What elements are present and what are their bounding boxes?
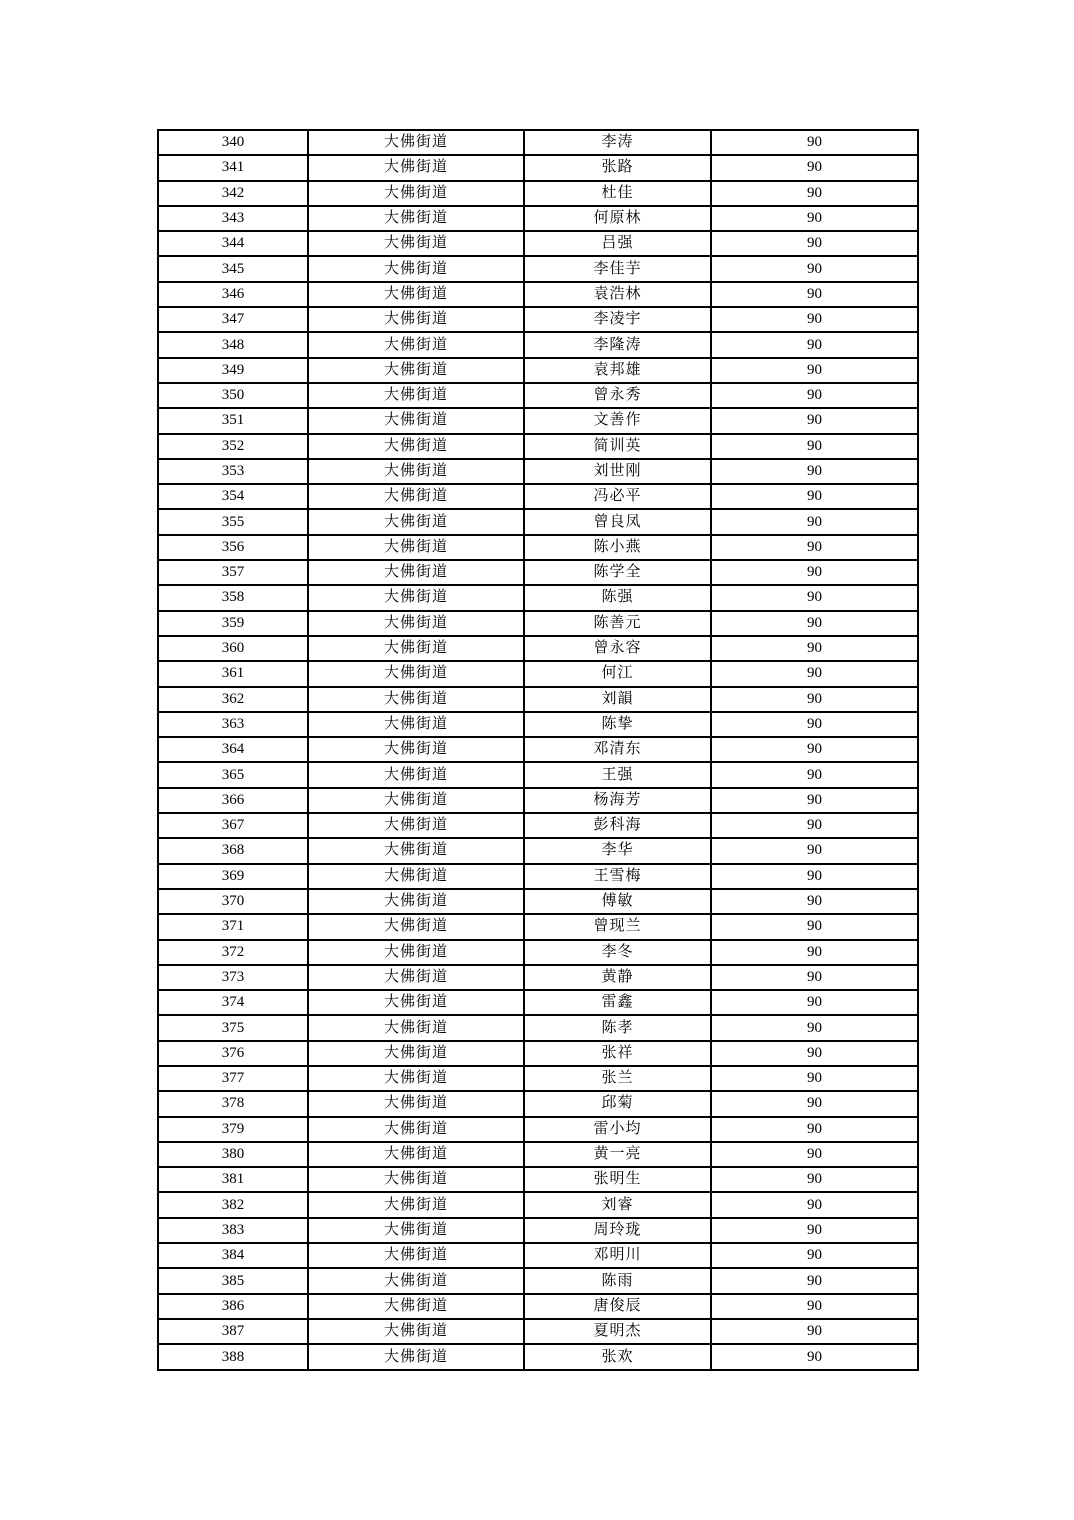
cell-serial: 350: [158, 383, 308, 408]
table-row: [158, 585, 918, 610]
cell-serial: 362: [158, 687, 308, 712]
table-row: [158, 484, 918, 509]
cell-district: 大佛街道: [308, 687, 524, 712]
cell-name: 张路: [524, 155, 711, 180]
cell-score: 90: [711, 864, 918, 889]
cell-score: 90: [711, 206, 918, 231]
cell-district: 大佛街道: [308, 560, 524, 585]
cell-district: 大佛街道: [308, 130, 524, 155]
cell-serial: 357: [158, 560, 308, 585]
cell-name: 冯必平: [524, 484, 711, 509]
cell-district: 大佛街道: [308, 762, 524, 787]
cell-district: 大佛街道: [308, 940, 524, 965]
cell-score: 90: [711, 762, 918, 787]
cell-district: 大佛街道: [308, 206, 524, 231]
cell-score: 90: [711, 332, 918, 357]
cell-district: 大佛街道: [308, 1344, 524, 1370]
cell-district: 大佛街道: [308, 332, 524, 357]
table-row: [158, 560, 918, 585]
cell-name: 杨海芳: [524, 788, 711, 813]
cell-score: 90: [711, 914, 918, 939]
cell-score: 90: [711, 940, 918, 965]
cell-name: 邱菊: [524, 1091, 711, 1116]
score-table: [157, 129, 919, 1371]
table-row: [158, 712, 918, 737]
cell-score: 90: [711, 509, 918, 534]
table-row: [158, 1066, 918, 1091]
cell-district: 大佛街道: [308, 1243, 524, 1268]
cell-score: 90: [711, 1142, 918, 1167]
cell-score: 90: [711, 838, 918, 863]
cell-score: 90: [711, 459, 918, 484]
cell-name: 陈学全: [524, 560, 711, 585]
cell-serial: 363: [158, 712, 308, 737]
cell-serial: 342: [158, 181, 308, 206]
cell-serial: 365: [158, 762, 308, 787]
cell-serial: 372: [158, 940, 308, 965]
cell-district: 大佛街道: [308, 1066, 524, 1091]
cell-name: 邓明川: [524, 1243, 711, 1268]
cell-score: 90: [711, 788, 918, 813]
cell-score: 90: [711, 813, 918, 838]
cell-score: 90: [711, 611, 918, 636]
cell-score: 90: [711, 1344, 918, 1370]
cell-district: 大佛街道: [308, 990, 524, 1015]
cell-district: 大佛街道: [308, 231, 524, 256]
cell-score: 90: [711, 256, 918, 281]
cell-name: 李佳芋: [524, 256, 711, 281]
cell-name: 王雪梅: [524, 864, 711, 889]
cell-name: 李华: [524, 838, 711, 863]
cell-district: 大佛街道: [308, 1142, 524, 1167]
cell-score: 90: [711, 1041, 918, 1066]
cell-score: 90: [711, 535, 918, 560]
cell-serial: 381: [158, 1167, 308, 1192]
cell-score: 90: [711, 585, 918, 610]
table-row: [158, 965, 918, 990]
cell-score: 90: [711, 358, 918, 383]
cell-district: 大佛街道: [308, 509, 524, 534]
cell-name: 曾现兰: [524, 914, 711, 939]
cell-serial: 353: [158, 459, 308, 484]
cell-name: 雷鑫: [524, 990, 711, 1015]
cell-district: 大佛街道: [308, 838, 524, 863]
cell-district: 大佛街道: [308, 636, 524, 661]
cell-district: 大佛街道: [308, 1167, 524, 1192]
cell-name: 刘睿: [524, 1192, 711, 1217]
cell-score: 90: [711, 687, 918, 712]
cell-name: 刘韻: [524, 687, 711, 712]
cell-serial: 377: [158, 1066, 308, 1091]
table-row: [158, 181, 918, 206]
cell-serial: 387: [158, 1319, 308, 1344]
table-row: [158, 1041, 918, 1066]
cell-serial: 379: [158, 1117, 308, 1142]
cell-score: 90: [711, 130, 918, 155]
cell-serial: 370: [158, 889, 308, 914]
cell-name: 陈挚: [524, 712, 711, 737]
cell-serial: 383: [158, 1218, 308, 1243]
cell-name: 周玲珑: [524, 1218, 711, 1243]
cell-score: 90: [711, 737, 918, 762]
cell-name: 刘世刚: [524, 459, 711, 484]
cell-score: 90: [711, 1167, 918, 1192]
cell-name: 曾永秀: [524, 383, 711, 408]
table-row: [158, 661, 918, 686]
table-row: [158, 1218, 918, 1243]
cell-score: 90: [711, 1243, 918, 1268]
table-row: [158, 206, 918, 231]
table-row: [158, 1091, 918, 1116]
cell-district: 大佛街道: [308, 1319, 524, 1344]
cell-name: 彭科海: [524, 813, 711, 838]
table-row: [158, 687, 918, 712]
cell-district: 大佛街道: [308, 181, 524, 206]
table-row: [158, 636, 918, 661]
cell-district: 大佛街道: [308, 1117, 524, 1142]
cell-serial: 359: [158, 611, 308, 636]
cell-score: 90: [711, 636, 918, 661]
cell-score: 90: [711, 1192, 918, 1217]
cell-score: 90: [711, 155, 918, 180]
table-row: [158, 838, 918, 863]
cell-serial: 346: [158, 282, 308, 307]
cell-district: 大佛街道: [308, 459, 524, 484]
cell-score: 90: [711, 1117, 918, 1142]
cell-serial: 384: [158, 1243, 308, 1268]
cell-name: 陈强: [524, 585, 711, 610]
cell-name: 雷小均: [524, 1117, 711, 1142]
cell-serial: 366: [158, 788, 308, 813]
cell-name: 张欢: [524, 1344, 711, 1370]
cell-serial: 376: [158, 1041, 308, 1066]
cell-district: 大佛街道: [308, 383, 524, 408]
table-row: [158, 155, 918, 180]
cell-name: 张兰: [524, 1066, 711, 1091]
table-row: [158, 130, 918, 155]
cell-score: 90: [711, 1091, 918, 1116]
cell-district: 大佛街道: [308, 434, 524, 459]
cell-district: 大佛街道: [308, 155, 524, 180]
cell-name: 王强: [524, 762, 711, 787]
cell-name: 傅敏: [524, 889, 711, 914]
cell-serial: 347: [158, 307, 308, 332]
cell-district: 大佛街道: [308, 307, 524, 332]
cell-serial: 388: [158, 1344, 308, 1370]
cell-district: 大佛街道: [308, 712, 524, 737]
table-row: [158, 990, 918, 1015]
table-row: [158, 408, 918, 433]
table-row: [158, 1243, 918, 1268]
cell-serial: 356: [158, 535, 308, 560]
cell-serial: 371: [158, 914, 308, 939]
cell-name: 张明生: [524, 1167, 711, 1192]
cell-name: 简训英: [524, 434, 711, 459]
table-row: [158, 1167, 918, 1192]
cell-name: 黄一亮: [524, 1142, 711, 1167]
cell-score: 90: [711, 282, 918, 307]
table-row: [158, 459, 918, 484]
cell-district: 大佛街道: [308, 889, 524, 914]
cell-district: 大佛街道: [308, 282, 524, 307]
cell-score: 90: [711, 889, 918, 914]
cell-district: 大佛街道: [308, 1294, 524, 1319]
cell-name: 袁邦雄: [524, 358, 711, 383]
cell-score: 90: [711, 661, 918, 686]
cell-name: 何原林: [524, 206, 711, 231]
cell-serial: 375: [158, 1015, 308, 1040]
cell-name: 陈小燕: [524, 535, 711, 560]
cell-serial: 386: [158, 1294, 308, 1319]
cell-serial: 367: [158, 813, 308, 838]
cell-serial: 351: [158, 408, 308, 433]
score-table-body: [158, 130, 918, 1370]
cell-score: 90: [711, 1294, 918, 1319]
cell-score: 90: [711, 434, 918, 459]
cell-district: 大佛街道: [308, 737, 524, 762]
cell-serial: 378: [158, 1091, 308, 1116]
cell-serial: 374: [158, 990, 308, 1015]
cell-serial: 358: [158, 585, 308, 610]
cell-serial: 355: [158, 509, 308, 534]
table-row: [158, 1294, 918, 1319]
cell-name: 吕强: [524, 231, 711, 256]
cell-serial: 380: [158, 1142, 308, 1167]
cell-district: 大佛街道: [308, 535, 524, 560]
cell-name: 曾永容: [524, 636, 711, 661]
table-row: [158, 332, 918, 357]
cell-score: 90: [711, 990, 918, 1015]
cell-district: 大佛街道: [308, 1268, 524, 1293]
cell-district: 大佛街道: [308, 813, 524, 838]
cell-serial: 385: [158, 1268, 308, 1293]
table-row: [158, 358, 918, 383]
cell-serial: 382: [158, 1192, 308, 1217]
cell-name: 陈雨: [524, 1268, 711, 1293]
cell-name: 陈善元: [524, 611, 711, 636]
cell-name: 袁浩林: [524, 282, 711, 307]
cell-district: 大佛街道: [308, 358, 524, 383]
cell-serial: 345: [158, 256, 308, 281]
cell-serial: 352: [158, 434, 308, 459]
cell-district: 大佛街道: [308, 1192, 524, 1217]
cell-name: 黄静: [524, 965, 711, 990]
table-row: [158, 1344, 918, 1370]
cell-district: 大佛街道: [308, 1041, 524, 1066]
cell-name: 杜佳: [524, 181, 711, 206]
cell-serial: 361: [158, 661, 308, 686]
cell-score: 90: [711, 1268, 918, 1293]
table-row: [158, 940, 918, 965]
table-row: [158, 1268, 918, 1293]
cell-score: 90: [711, 1015, 918, 1040]
table-row: [158, 737, 918, 762]
cell-score: 90: [711, 408, 918, 433]
table-row: [158, 762, 918, 787]
cell-serial: 354: [158, 484, 308, 509]
cell-name: 何江: [524, 661, 711, 686]
cell-district: 大佛街道: [308, 914, 524, 939]
cell-score: 90: [711, 560, 918, 585]
cell-name: 陈孝: [524, 1015, 711, 1040]
table-row: [158, 914, 918, 939]
cell-serial: 368: [158, 838, 308, 863]
cell-score: 90: [711, 231, 918, 256]
cell-serial: 360: [158, 636, 308, 661]
cell-name: 文善作: [524, 408, 711, 433]
table-row: [158, 307, 918, 332]
table-row: [158, 1015, 918, 1040]
cell-name: 张祥: [524, 1041, 711, 1066]
cell-score: 90: [711, 181, 918, 206]
cell-district: 大佛街道: [308, 484, 524, 509]
cell-name: 李冬: [524, 940, 711, 965]
cell-serial: 373: [158, 965, 308, 990]
table-row: [158, 256, 918, 281]
table-row: [158, 864, 918, 889]
cell-name: 李隆涛: [524, 332, 711, 357]
cell-district: 大佛街道: [308, 585, 524, 610]
cell-score: 90: [711, 383, 918, 408]
cell-serial: 364: [158, 737, 308, 762]
cell-serial: 348: [158, 332, 308, 357]
cell-district: 大佛街道: [308, 1218, 524, 1243]
cell-score: 90: [711, 1066, 918, 1091]
cell-serial: 341: [158, 155, 308, 180]
cell-serial: 344: [158, 231, 308, 256]
cell-name: 曾良凤: [524, 509, 711, 534]
cell-district: 大佛街道: [308, 256, 524, 281]
cell-district: 大佛街道: [308, 661, 524, 686]
table-row: [158, 1319, 918, 1344]
cell-score: 90: [711, 965, 918, 990]
cell-name: 夏明杰: [524, 1319, 711, 1344]
table-row: [158, 509, 918, 534]
cell-district: 大佛街道: [308, 1091, 524, 1116]
cell-serial: 349: [158, 358, 308, 383]
cell-name: 邓清东: [524, 737, 711, 762]
table-row: [158, 788, 918, 813]
cell-score: 90: [711, 484, 918, 509]
table-row: [158, 282, 918, 307]
cell-score: 90: [711, 1218, 918, 1243]
cell-serial: 369: [158, 864, 308, 889]
table-row: [158, 535, 918, 560]
cell-score: 90: [711, 1319, 918, 1344]
table-row: [158, 231, 918, 256]
cell-score: 90: [711, 712, 918, 737]
cell-name: 李涛: [524, 130, 711, 155]
table-row: [158, 813, 918, 838]
cell-district: 大佛街道: [308, 965, 524, 990]
cell-district: 大佛街道: [308, 788, 524, 813]
table-row: [158, 611, 918, 636]
cell-district: 大佛街道: [308, 864, 524, 889]
cell-serial: 343: [158, 206, 308, 231]
table-row: [158, 383, 918, 408]
table-row: [158, 1142, 918, 1167]
cell-serial: 340: [158, 130, 308, 155]
table-row: [158, 434, 918, 459]
cell-name: 李凌宇: [524, 307, 711, 332]
table-row: [158, 889, 918, 914]
cell-district: 大佛街道: [308, 611, 524, 636]
cell-score: 90: [711, 307, 918, 332]
table-row: [158, 1192, 918, 1217]
cell-district: 大佛街道: [308, 408, 524, 433]
table-row: [158, 1117, 918, 1142]
cell-district: 大佛街道: [308, 1015, 524, 1040]
cell-name: 唐俊辰: [524, 1294, 711, 1319]
